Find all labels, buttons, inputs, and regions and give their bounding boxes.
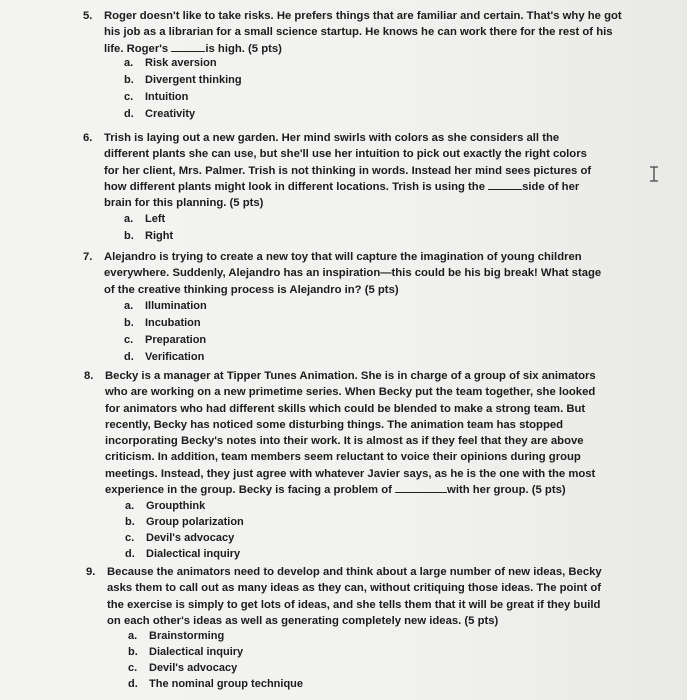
stem-text: Because the animators need to develop and think about a large number of new ideas, Becky asks them to call out as many ideas as they can, without critiquing those ideas. The point of the exercise is simply to get lots of ideas, and she tells them that it will be great if they build on each other's ideas as well as generating completely new ideas. (5 pts) (107, 566, 602, 627)
option-letter: a. (124, 213, 134, 225)
option-letter: d. (125, 548, 135, 560)
question-number: 7. (83, 251, 93, 263)
option-text: Incubation (145, 317, 201, 329)
option-letter: b. (124, 317, 134, 329)
option-text: Group polarization (146, 516, 244, 528)
option-letter: d. (124, 351, 134, 363)
question-stem (107, 564, 602, 629)
option-text: Intuition (145, 91, 189, 103)
question-number: 8. (84, 370, 94, 382)
question-number: 9. (86, 566, 96, 578)
answer-blank (395, 482, 447, 493)
stem-text: Roger doesn't like to take risks. He prefers things that are familiar and certain. That's why he got his job as a librarian for a small science startup. He knows he can work there for the rest of his life. Roger's (104, 10, 622, 55)
option-letter: c. (124, 91, 134, 103)
option-letter: d. (128, 678, 138, 690)
option-letter: a. (128, 630, 138, 642)
option-letter: b. (124, 74, 134, 86)
option-letter: a. (124, 300, 134, 312)
answer-blank (488, 179, 522, 190)
option-letter: a. (124, 57, 134, 69)
option-text: Left (145, 213, 166, 225)
question-stem (104, 130, 604, 211)
stem-text: Alejandro is trying to create a new toy that will capture the imagination of young children everywhere. Suddenly, Alejandro has an inspiration—this could be his big break! What stage of the creative thinking process is Alejandro in? (5 pts) (104, 251, 602, 296)
option-text: Illumination (145, 300, 207, 312)
option-text: Risk aversion (145, 57, 217, 69)
stem-text-end: side of her brain for this planning. (5 pts) (104, 180, 580, 210)
option-letter: c. (124, 334, 134, 346)
option-text: Devil's advocacy (149, 662, 238, 674)
option-letter: a. (125, 500, 135, 512)
option-letter: b. (125, 516, 135, 528)
text-cursor-icon (648, 166, 660, 182)
stem-text-end: is high. (5 pts) (205, 42, 282, 55)
option-text: Divergent thinking (145, 74, 242, 86)
stem-text: Trish is laying out a new garden. Her mind swirls with colors as she considers all the different plants she can use, but she'll use her intuition to pick out exactly the right colors for her client, Mrs. Palmer. Trish is not thinking in words. Instead her mind sees pictures of how different plants might look in different locations. Trish is using the (104, 132, 592, 193)
option-letter: b. (128, 646, 138, 658)
question-number: 5. (83, 10, 93, 22)
option-text: Verification (145, 351, 205, 363)
stem-text-end: with her group. (5 pts) (447, 484, 566, 497)
option-text: Dialectical inquiry (146, 548, 241, 560)
option-text: Devil's advocacy (146, 532, 235, 544)
option-text: Preparation (145, 334, 207, 346)
option-text: Brainstorming (149, 630, 225, 642)
option-letter: d. (124, 108, 134, 120)
answer-blank (171, 41, 205, 52)
option-letter: c. (128, 662, 138, 674)
option-text: Dialectical inquiry (149, 646, 244, 658)
option-text: Creativity (145, 108, 196, 120)
question-stem (105, 368, 602, 498)
stem-text: Becky is a manager at Tipper Tunes Animation. She is in charge of a group of six animators who are working on a new primetime series. When Becky put the team together, she looked for animators who had different skills which could be blended to make a strong team. But recently, Becky has noticed some disturbing things. The animation team has stopped incorporating Becky's notes into their work. It is almost as if they feel that they are above criticism. In addition, team members seem reluctant to voice their opinions during group meetings. Instead, they just agree with whatever Javier says, as he is the one with the most experience in the group. Becky is facing a problem of (105, 370, 596, 497)
option-letter: c. (125, 532, 135, 544)
option-text: The nominal group technique (149, 678, 303, 690)
option-letter: b. (124, 230, 134, 242)
question-number: 6. (83, 132, 93, 144)
option-text: Right (145, 230, 174, 242)
question-stem (104, 249, 609, 298)
option-text: Groupthink (146, 500, 206, 512)
question-stem (104, 8, 624, 57)
